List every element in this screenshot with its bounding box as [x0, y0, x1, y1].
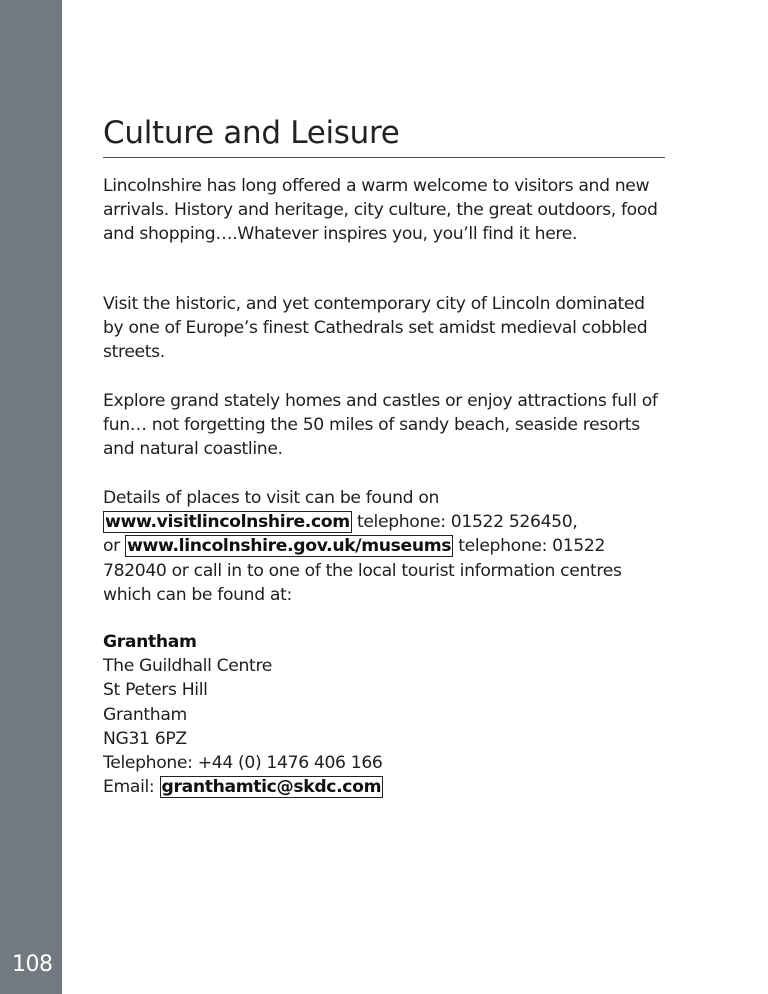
page-title: Culture and Leisure [103, 115, 400, 151]
page-sidebar [0, 0, 62, 994]
email-label: Email: [103, 777, 160, 798]
lincoln-paragraph: Visit the historic, and yet contemporary city of Lincoln dominated by one of Europe’s finest Cathedrals set amidst medieval cobbled streets. [103, 294, 648, 363]
attractions-paragraph: Explore grand stately homes and castles or enjoy attractions full of fun… not forgetting the 50 miles of sandy beach, seaside resorts and natural coastline. [103, 391, 658, 460]
email-link[interactable]: granthamtic@skdc.com [161, 777, 382, 798]
page-number: 108 [12, 952, 53, 977]
address-line-2: St Peters Hill [103, 680, 208, 701]
address-heading: Grantham [103, 632, 197, 652]
grantham-address-block [103, 630, 668, 799]
details-phone-1: telephone: 01522 526450, [351, 512, 578, 533]
details-phone-2: telephone: 01522 782040 or call in to one of the local tourist information centres which can be found at: [103, 536, 622, 605]
lincolnshire-museums-link[interactable]: www.lincolnshire.gov.uk/museums [127, 536, 452, 557]
address-line-3: Grantham [103, 704, 187, 725]
address-telephone: Telephone: +44 (0) 1476 406 166 [103, 753, 383, 774]
title-divider [103, 157, 665, 158]
details-or: or [103, 536, 125, 557]
details-intro: Details of places to visit can be found on [103, 488, 440, 508]
visitlincolnshire-link[interactable]: www.visitlincolnshire.com [105, 512, 350, 533]
intro-paragraph: Lincolnshire has long offered a warm welcome to visitors and new arrivals. History and heritage, city culture, the great outdoors, food and shopping….Whatever inspires you, you’ll find it here. [103, 176, 658, 245]
address-line-1: The Guildhall Centre [103, 656, 273, 677]
address-email-line [103, 775, 668, 799]
details-paragraph [103, 486, 668, 607]
address-postcode: NG31 6PZ [103, 728, 187, 749]
